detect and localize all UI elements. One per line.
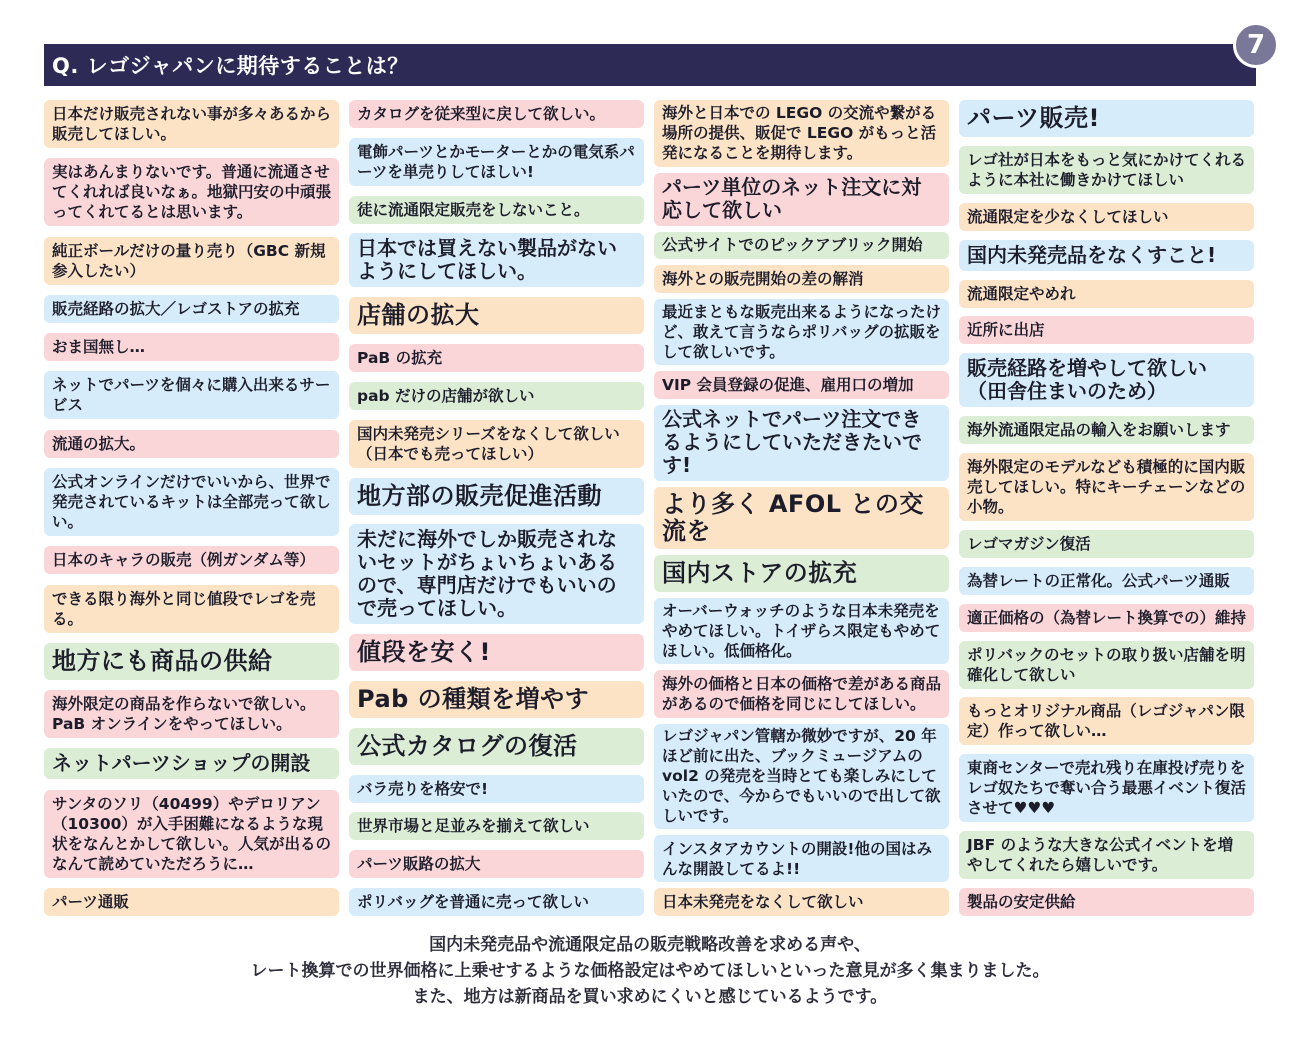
answer-text: 海外限定のモデルなども積極的に国内販売してほしい。特にキーチェーンなどの小物。 [967, 458, 1246, 516]
answer-text: 販売経路の拡大／レゴストアの拡充 [52, 299, 300, 318]
answer-text: 純正ボールだけの量り売り（GBC 新規参入したい） [52, 241, 326, 280]
answer-text: 為替レートの正常化。公式パーツ通販 [967, 571, 1230, 590]
answer-card [44, 643, 339, 680]
answer-text: 日本だけ販売されない事が多々あるから販売してほしい。 [52, 105, 332, 143]
answer-text: ネットパーツショップの開設 [52, 751, 311, 776]
answer-card [959, 697, 1254, 745]
answer-text: オーバーウォッチのような日本未発売をやめてほしい。トイザらス限定もやめてほしい。低価格化。 [662, 602, 941, 661]
answer-text: 国内未発売シリーズをなくして欲しい（日本でも売ってほしい） [357, 424, 620, 463]
answer-card [654, 724, 949, 830]
answer-text: 国内ストアの拡充 [662, 559, 858, 588]
answer-card [349, 634, 644, 671]
answer-text: 適正価格の（為替レート換算での）維持 [967, 608, 1247, 627]
answer-column [44, 100, 339, 916]
answer-card [349, 420, 644, 468]
answer-text: 流通限定を少なくしてほしい [967, 207, 1169, 226]
answer-text: PaB の拡充 [357, 349, 443, 368]
answer-text: 海外と日本での LEGO の交流や繋がる場所の提供、販促で LEGO がもっと活発になることを期待します。 [662, 104, 937, 163]
answer-card [44, 430, 339, 458]
answer-text: 海外との販売開始の差の解消 [662, 270, 864, 288]
answer-card [349, 382, 644, 410]
answer-text: インスタアカウントの開設!他の国はみんな開設してるよ!! [662, 839, 932, 878]
answer-card [349, 728, 644, 765]
answer-column [654, 100, 949, 916]
answer-card [654, 888, 949, 916]
answer-card [349, 344, 644, 372]
answer-text: より多く AFOL との交流を [662, 489, 924, 545]
answer-text: 徒に流通限定販売をしないこと。 [357, 200, 590, 219]
answer-text: 公式ネットでパーツ注文できるようにしていただきたいです! [662, 407, 922, 478]
answer-text: pab だけの店舗が欲しい [357, 386, 535, 405]
answer-card [654, 173, 949, 226]
answer-text: レゴ社が日本をもっと気にかけてくれるように本社に働きかけてほしい [967, 150, 1247, 189]
answer-text: 販売経路を増やして欲しい（田舎住まいのため） [967, 356, 1207, 404]
answer-text: 電飾パーツとかモーターとかの電気系パーツを単売りしてほしい! [357, 142, 635, 181]
answer-card [959, 203, 1254, 231]
answer-card [959, 416, 1254, 444]
answer-card [44, 888, 339, 916]
answer-card [959, 280, 1254, 308]
answer-text: 実はあんまりないです。普通に流通させてくれれば良いなぁ。地獄円安の中頑張ってくれてるとは思います。 [52, 163, 332, 222]
answer-text: 地方にも商品の供給 [52, 646, 273, 675]
answer-card [349, 100, 644, 128]
answer-card [349, 478, 644, 515]
answer-card [654, 265, 949, 293]
answer-text: パーツ単位のネット注文に対応して欲しい [662, 175, 922, 223]
answer-text: 公式カタログの復活 [357, 731, 578, 760]
answer-card [349, 297, 644, 334]
answer-text: パーツ販路の拡大 [357, 855, 481, 874]
answer-card [349, 812, 644, 840]
answer-card [959, 240, 1254, 271]
answer-card [959, 530, 1254, 558]
answer-card [959, 604, 1254, 632]
answer-column [349, 100, 644, 916]
answer-text: 海外限定の商品を作らないで欲しい。PaB オンラインをやってほしい。 [52, 695, 316, 734]
answer-card [959, 453, 1254, 521]
answer-text: 公式オンラインだけでいいから、世界で発売されているキットは全部売って欲しい。 [52, 472, 331, 531]
answers-grid [44, 100, 1256, 916]
answer-card [959, 831, 1254, 879]
answer-card [349, 775, 644, 803]
answer-text: 流通限定やめれ [967, 284, 1076, 303]
summary-line-1: 国内未発売品や流通限定品の販売戦略改善を求める声や、 [429, 935, 871, 955]
answer-card [959, 754, 1254, 822]
answer-card [349, 681, 644, 718]
answer-text: JBF のような大きな公式イベントを増やしてくれたら嬉しいです。 [967, 836, 1234, 875]
answer-card [959, 567, 1254, 595]
answer-card [654, 371, 949, 399]
answer-card [349, 138, 644, 186]
answer-card [654, 555, 949, 591]
answer-text: 地方部の販売促進活動 [357, 481, 602, 510]
answer-card [44, 371, 339, 419]
answer-column [959, 100, 1254, 916]
answer-text: 日本未発売をなくして欲しい [662, 893, 864, 912]
answer-card [44, 585, 339, 633]
answer-text: レゴジャパン管轄か微妙ですが、20 年ほど前に出た、ブックミュージアムの vol2 の発売を当時とても楽しみにしていたので、今からでもいいので出して欲しいです。 [662, 727, 941, 826]
answer-card [44, 333, 339, 361]
answer-card [654, 299, 949, 366]
answer-text: 公式サイトでのピックアブリック開始 [662, 236, 923, 255]
answer-text: おま国無し… [52, 338, 146, 357]
answer-card [44, 100, 339, 148]
question-title: Q. レゴジャパンに期待することは？ [52, 54, 409, 78]
answer-card [44, 237, 339, 285]
answer-text: レゴマガジン復活 [967, 534, 1091, 553]
answer-card [349, 233, 644, 287]
answer-text: パーツ通販 [52, 892, 129, 911]
answer-card [654, 232, 949, 260]
answer-card [44, 790, 339, 878]
answer-card [959, 353, 1254, 407]
answer-card [44, 748, 339, 779]
answer-card [44, 295, 339, 323]
answer-text: カタログを従来型に戻して欲しい。 [357, 105, 606, 123]
answer-card [654, 487, 949, 550]
answer-text: 流通の拡大。 [52, 434, 146, 453]
summary-line-3: また、地方は新商品を買い求めにくいと感じているようです。 [412, 987, 888, 1007]
answer-text: 世界市場と足並みを揃えて欲しい [357, 817, 590, 836]
answer-card [654, 670, 949, 717]
answer-card [959, 146, 1254, 194]
answer-card [349, 888, 644, 916]
answer-text: 最近まともな販売出来るようになったけど、敢えて言うならポリバッグの拡販をして欲しいです。 [662, 303, 942, 362]
answer-text: 日本のキャラの販売（例ガンダム等） [52, 551, 315, 570]
answer-text: 店舗の拡大 [357, 301, 480, 330]
answer-card [349, 850, 644, 878]
answer-text: 近所に出店 [967, 321, 1045, 340]
answer-card [959, 641, 1254, 689]
answer-text: もっとオリジナル商品（レゴジャパン限定）作って欲しい… [967, 702, 1245, 741]
answer-text: 海外流通限定品の輸入をお願いします [967, 421, 1231, 440]
answer-text: 製品の安定供給 [967, 893, 1076, 911]
answer-text: 国内未発売品をなくすこと! [967, 242, 1217, 267]
answer-card [44, 468, 339, 536]
answer-text: ポリバックのセットの取り扱い店舗を明確化して欲しい [967, 645, 1246, 684]
question-header [44, 44, 1256, 86]
answer-text: 日本では買えない製品がないようにしてほしい。 [357, 236, 617, 284]
answer-card [654, 835, 949, 882]
answer-card [959, 100, 1254, 137]
answer-text: ネットでパーツを個々に購入出来るサービス [52, 376, 331, 415]
answer-card [44, 546, 339, 574]
answer-card [44, 158, 339, 226]
answer-text: 未だに海外でしか販売されないセットがちょいちょいあるので、専門店だけでもいいので売ってほしい。 [357, 527, 617, 621]
answer-text: サンタのソリ（40499）やデロリアン（10300）が入手困難になるような現状をなんとかして欲しい。人気が出るのなんて読めていただろうに… [52, 794, 332, 873]
answer-card [654, 405, 949, 480]
answer-text: 値段を安く! [357, 638, 491, 667]
answer-text: Pab の種類を増やす [357, 684, 590, 713]
answer-card [959, 888, 1254, 916]
answer-text: パーツ販売! [967, 104, 1100, 132]
answer-card [44, 690, 339, 738]
answer-text: 東商センターで売れ残り在庫投げ売りをレゴ奴たちで奪い合う最悪イベント復活させて♥♥♥ [967, 759, 1246, 818]
summary-text [0, 932, 1300, 1010]
answer-text: バラ売りを格安で! [357, 779, 489, 798]
answer-card [654, 100, 949, 167]
answer-text: ポリバッグを普通に売って欲しい [357, 893, 590, 911]
answer-card [654, 598, 949, 665]
answer-text: VIP 会員登録の促進、雇用口の増加 [662, 376, 914, 395]
answer-card [349, 524, 644, 624]
answer-text: できる限り海外と同じ値段でレゴを売る。 [52, 589, 316, 628]
answer-text: 海外の価格と日本の価格で差がある商品があるので価格を同じにしてほしい。 [662, 674, 942, 713]
summary-line-2: レート換算での世界価格に上乗せするような価格設定はやめてほしいといった意見が多く集まりました。 [250, 961, 1050, 981]
answer-card [349, 196, 644, 224]
page-number-badge: 7 [1233, 22, 1279, 68]
answer-card [959, 316, 1254, 344]
